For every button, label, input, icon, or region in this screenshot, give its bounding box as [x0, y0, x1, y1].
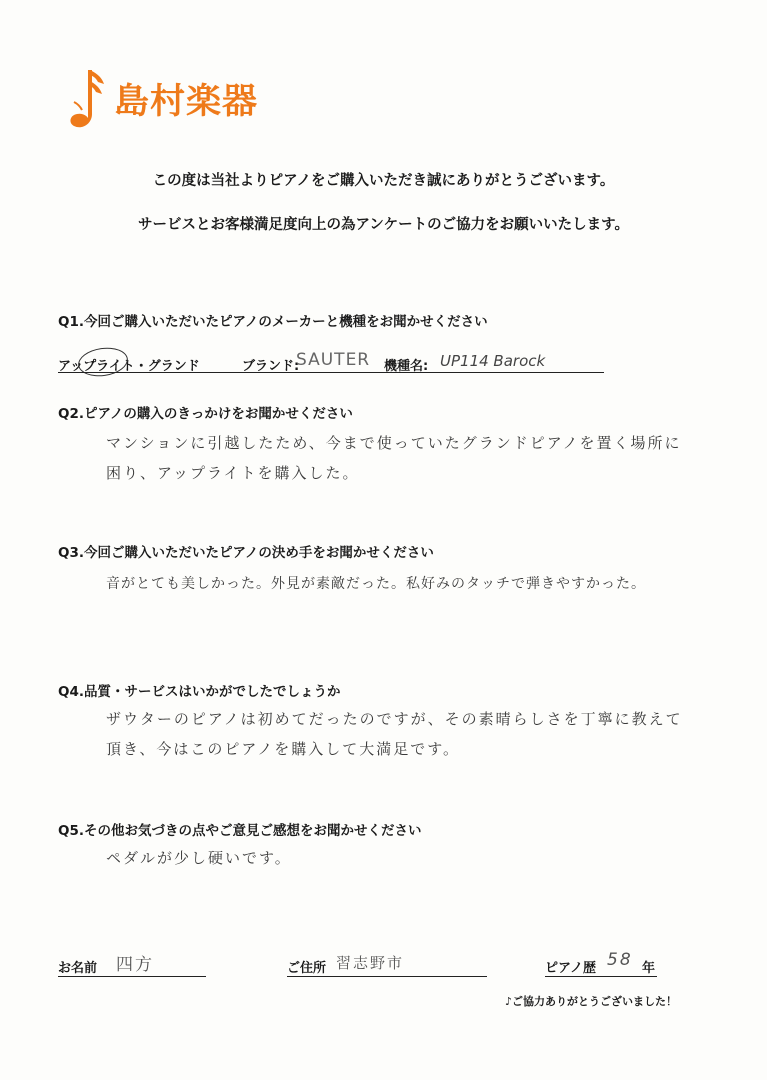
q1-question: Q1.今回ご購入いただいたピアノのメーカーと機種をお聞かせください: [58, 314, 488, 330]
address-underline: [287, 976, 487, 977]
q4-answer-line-1: ザウターのピアノは初めてだったのですが、その素晴らしさを丁寧に教えて: [106, 710, 683, 728]
intro-line-2: サービスとお客様満足度向上の為アンケートのご協力をお願いいたします。: [138, 217, 629, 233]
address-value: 習志野市: [336, 954, 405, 972]
piano-years-label: ピアノ歴: [545, 961, 596, 976]
piano-years-unit: 年: [642, 961, 656, 976]
q4-question: Q4.品質・サービスはいかがでしたでしょうか: [58, 684, 341, 700]
q3-question: Q3.今回ご購入いただいたピアノの決め手をお聞かせください: [58, 545, 434, 561]
shimamura-logo: [68, 66, 258, 132]
name-value: 四方: [116, 955, 154, 975]
thanks-note: ♪ご協力ありがとうございました！: [505, 995, 678, 1008]
q2-answer-line-2: 困り、アップライトを購入した。: [106, 464, 360, 482]
address-label: ご住所: [287, 961, 327, 976]
logo-text: 島村楽器: [114, 82, 259, 122]
q3-answer-line-1: 音がとても美しかった。外見が素敵だった。私好みのタッチで弾きやすかった。: [106, 576, 646, 592]
q1-answer-row: [58, 352, 604, 374]
music-note-logo-icon: [68, 66, 108, 132]
selection-circle: [76, 345, 129, 380]
piano-years-value: 58: [607, 950, 633, 970]
brand-value: SAUTER: [296, 350, 371, 370]
name-label: お名前: [58, 961, 98, 976]
q2-answer-line-1: マンションに引越したため、今まで使っていたグランドピアノを置く場所に: [106, 434, 682, 452]
q2-question: Q2.ピアノの購入のきっかけをお聞かせください: [58, 406, 353, 422]
model-value: UP114 Barock: [440, 352, 546, 370]
intro-line-1: この度は当社よりピアノをご購入いただき誠にありがとうございます。: [152, 173, 615, 189]
q5-answer-line-1: ペダルが少し硬いです。: [106, 849, 292, 867]
q5-question: Q5.その他お気づきの点やご意見ご感想をお聞かせください: [58, 823, 422, 839]
piano-type-options: アップライト・グランド: [58, 359, 200, 374]
brand-label: ブランド:: [242, 359, 300, 374]
name-underline: [58, 976, 206, 977]
model-label: 機種名:: [384, 359, 429, 374]
q1-underline: [58, 372, 604, 373]
years-underline: [545, 976, 657, 977]
q4-answer-line-2: 頂き、今はこのピアノを購入して大満足です。: [106, 740, 461, 758]
